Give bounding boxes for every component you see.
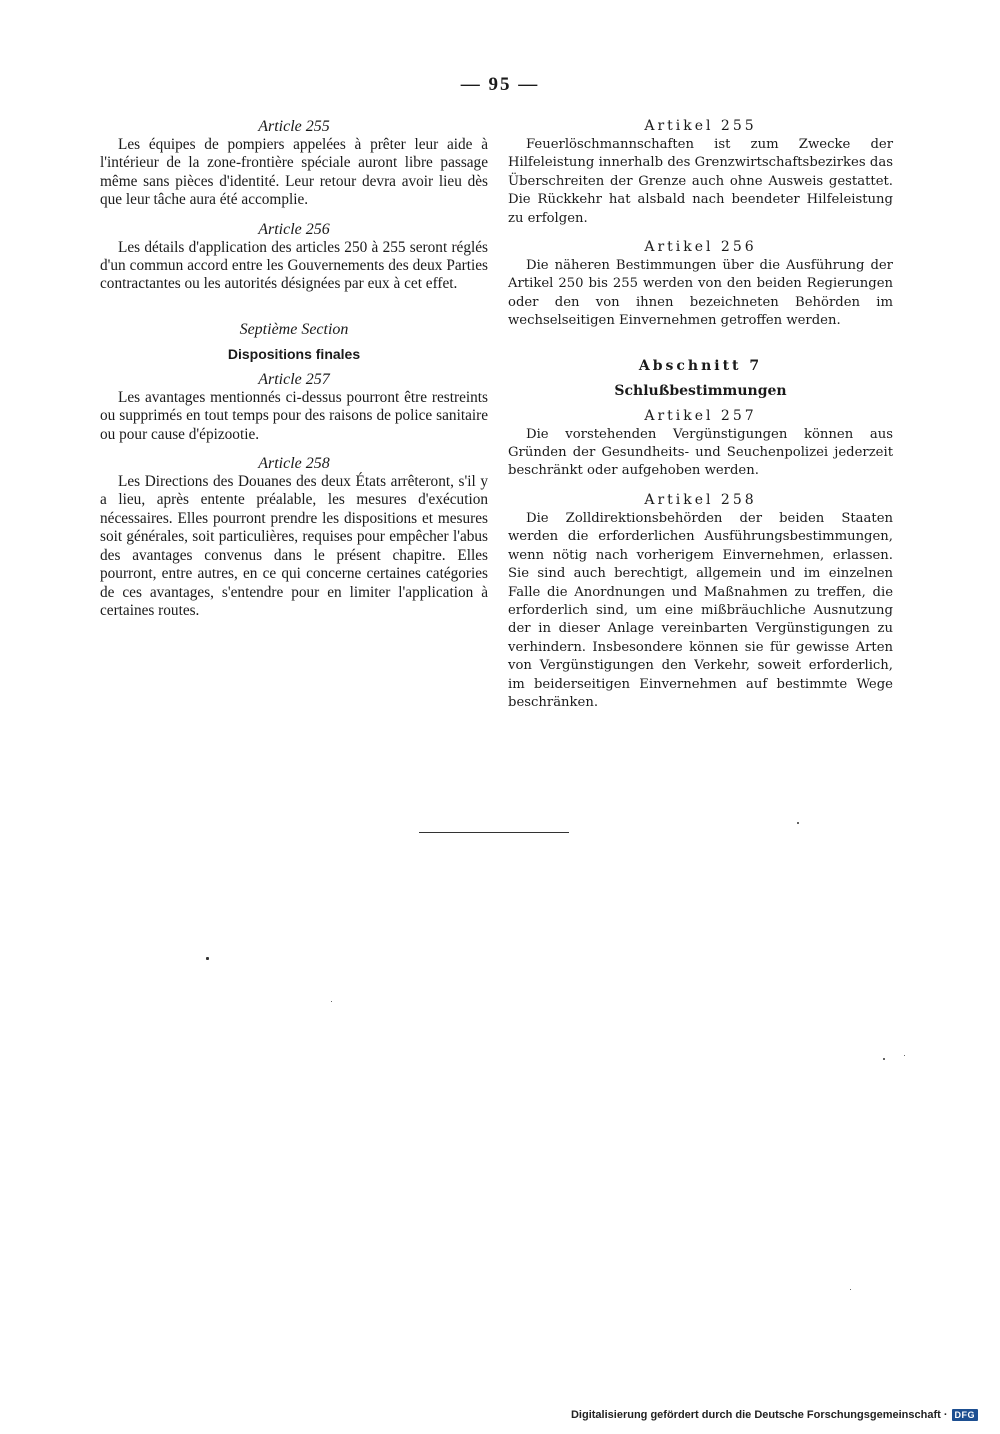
scan-speck xyxy=(883,1058,885,1060)
footer-text: Digitalisierung gefördert durch die Deutsche Forschungsgemeinschaft · xyxy=(570,1409,948,1421)
scan-speck xyxy=(797,822,799,824)
french-column xyxy=(100,117,488,620)
dfg-logo: DFG xyxy=(952,1409,979,1421)
scan-speck xyxy=(850,1289,851,1290)
page-number: — 95 — xyxy=(460,74,540,95)
de-artikel-257-heading: Artikel 257 xyxy=(644,407,757,424)
fr-article-257-text: Les avantages mentionnés ci-dessus pourront être restreints ou supprimés en tout temps pour des raisons de police sanitaire ou pour cause d'épizootie. xyxy=(100,388,488,443)
de-artikel-255-text: Feuerlöschmannschaften ist zum Zwecke der Hilfeleistung innerhalb des Grenzwirtschaftsbezirkes das Überschreiten der Grenze auch ohne Ausweis gestattet. Die Rückkehr hat alsbald nach beendeter Hilfeleistung zu erfolgen. xyxy=(508,137,893,226)
fr-section-title: Dispositions finales xyxy=(227,345,361,362)
de-artikel-256-text: Die näheren Bestimmungen über die Ausführung der Artikel 250 bis 255 werden von den beiden Regierungen oder den von ihnen bezeichneten Behörden im wechselseitigen Einvernehmen getroffen werden. xyxy=(508,258,893,329)
de-artikel-258-heading: Artikel 258 xyxy=(644,491,757,508)
fr-article-258-heading: Article 258 xyxy=(258,455,330,473)
fr-article-257-heading: Article 257 xyxy=(258,370,330,388)
de-artikel-257-text: Die vorstehenden Vergünstigungen können aus Gründen der Gesundheits- und Seuchenpolizei jederzeit beschränkt oder aufgehoben werden. xyxy=(508,426,893,479)
fr-article-255-text: Les équipes de pompiers appelées à prêter leur aide à l'intérieur de la zone-frontière spéciale auront libre passage même sans pièces d'identité. Leur retour devra avoir lieu dès que leur tâche aura été accomplie. xyxy=(100,136,488,209)
de-artikel-256-heading: Artikel 256 xyxy=(644,239,757,256)
de-artikel-258-text: Die Zolldirektionsbehörden der beiden Staaten werden die erforderlichen Ausführungsbestimmungen, wenn nötig nach vorherigem Einvernehmen, erlassen. Sie sind auch berechtigt, allgemein und im einzelnen Falle die Anordnungen und Maßnahmen zu treffen, die erforderlich sind, um eine mißbräuchliche Ausnutzung der in dieser Anlage vereinbarten Vergünstigungen zu verhindern. Insbesondere können sie für gewisse Arten von Vergünstigungen den Verkehr, soweit erforderlich, im beiderseitigen Einvernehmen auf bestimmte Wege beschränken. xyxy=(508,510,893,710)
fr-article-256-text: Les détails d'application des articles 250 à 255 seront réglés d'un commun accord entre les Gouvernements des deux Parties contractantes ou les autorités désignées par eux à cet effet. xyxy=(100,238,488,293)
scan-speck xyxy=(904,1055,905,1056)
fr-article-258-text: Les Directions des Douanes des deux États arrêteront, s'il y a lieu, après entente préalable, les mesures d'exécution nécessaires. Elles pourront prendre les dispositions et mesures soit générales, soit particulières, requises pour empêcher l'abus des avantages convenus dans le présent chapitre. Elles pourront, entre autres, en ce qui concerne certaines catégories de ces avantages, s'entendre pour en limiter l'application à certaines routes. xyxy=(100,473,488,619)
fr-article-256-heading: Article 256 xyxy=(258,220,330,238)
german-column xyxy=(508,117,893,712)
de-section-title: Schlußbestimmungen xyxy=(614,382,787,399)
scan-speck xyxy=(331,1001,332,1002)
de-artikel-255-heading: Artikel 255 xyxy=(644,118,757,134)
fr-section-label: Septième Section xyxy=(239,320,349,338)
de-section-label: Abschnitt 7 xyxy=(638,357,763,374)
digitization-footer xyxy=(571,1409,978,1421)
end-rule xyxy=(419,832,569,833)
fr-article-255-heading: Article 255 xyxy=(258,118,330,135)
scan-speck xyxy=(206,957,209,960)
